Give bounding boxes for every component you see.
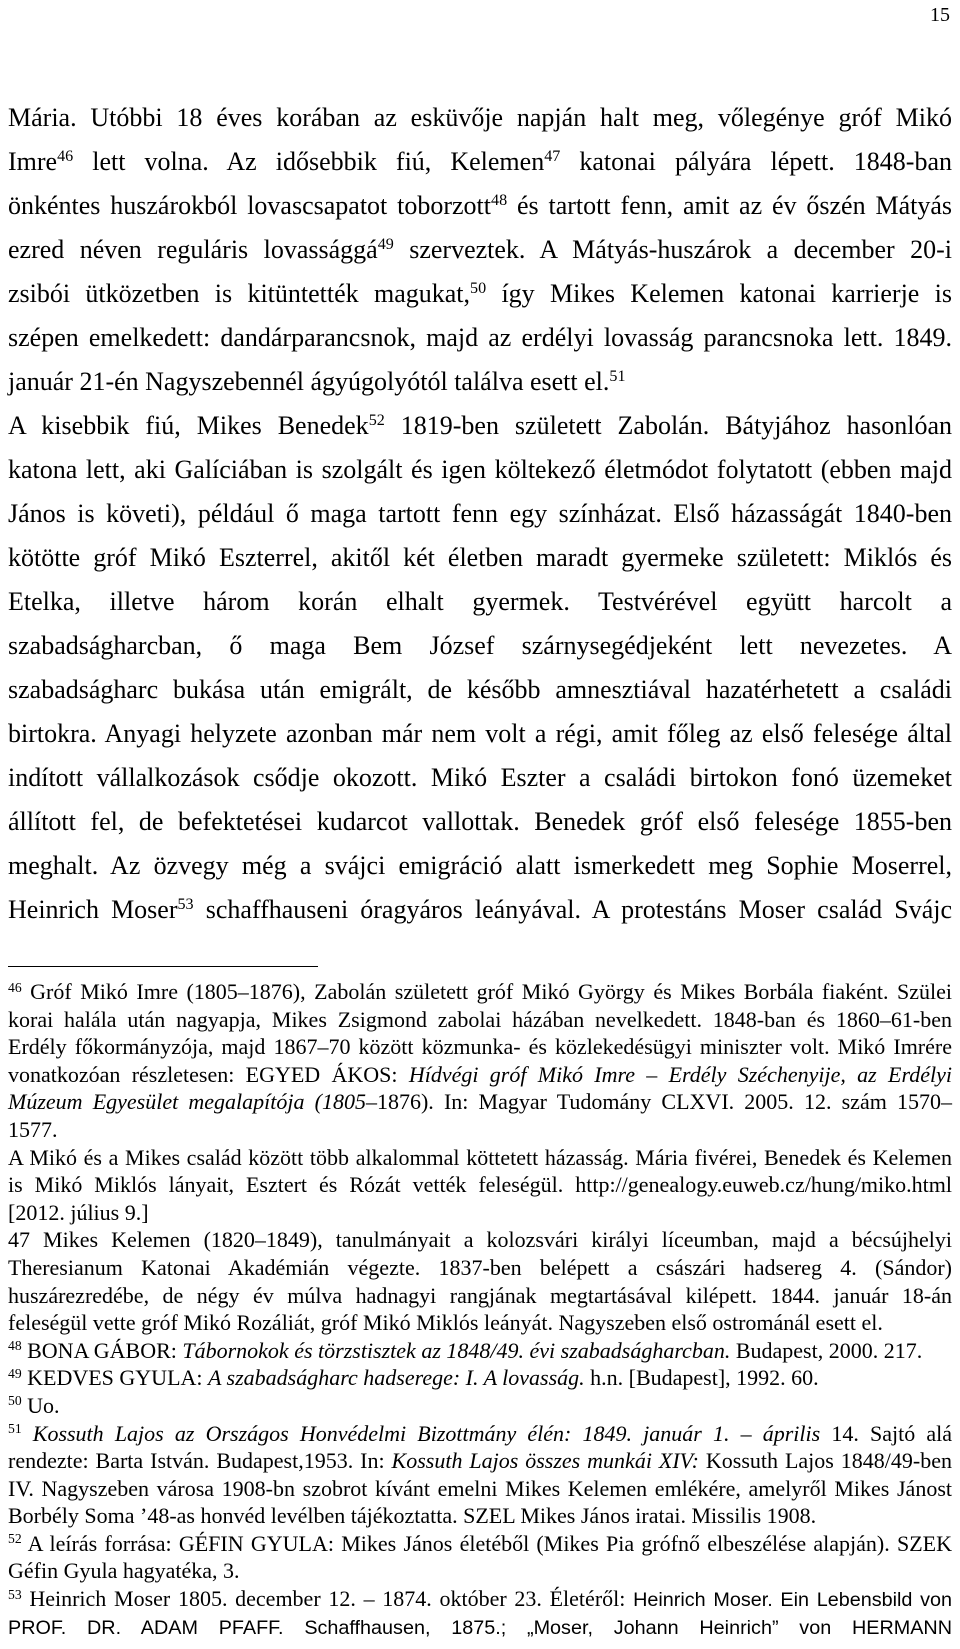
footnote <box>8 978 952 1144</box>
line-text <box>8 455 952 484</box>
text-line <box>8 1171 952 1199</box>
footnote-mark: 48 <box>8 1338 22 1354</box>
text-run: szerveztek. A Mátyás-huszárok a december 20-i <box>393 235 952 264</box>
text-line <box>8 96 952 140</box>
text-run: meghalt. Az özvegy még a svájci emigráció alatt ismerkedett meg Sophie Moserrel, <box>8 851 952 880</box>
line-text <box>8 323 952 352</box>
line-text <box>8 367 626 396</box>
footnote-mark: 50 <box>470 280 487 298</box>
text-run: 1577. <box>8 1116 58 1142</box>
italic-text: Tábornokok és törzstisztek az 1848/49. évi szabadságharcban. <box>182 1337 731 1363</box>
text-run: katonai pályára lépett. 1848-ban <box>560 147 952 176</box>
text-line <box>8 184 952 228</box>
text-run: január 21-én Nagyszebennél ágyúgolyótól találva esett el. <box>8 367 610 396</box>
line-text <box>8 191 952 220</box>
text-run: Heinrich Moser. Ein Lebensbild von <box>633 1589 953 1612</box>
footnote-mark: 52 <box>368 412 385 430</box>
text-run: Borbély Soma ’48-as honvéd levélben tájékoztatta. SZEL Mikes János iratai. Missilis 1908. <box>8 1503 817 1529</box>
text-line <box>8 140 952 184</box>
text-line <box>8 756 952 800</box>
line-text <box>8 1172 952 1197</box>
text-line <box>8 1585 952 1613</box>
text-line <box>8 1116 952 1144</box>
line-text <box>8 499 952 528</box>
text-line <box>8 624 952 668</box>
text-run: szépen emelkedett: dandárparancsnok, majd az erdélyi lovasság parancsnoka lett. 1849. <box>8 323 952 352</box>
line-text <box>8 411 952 440</box>
footnote-mark: 51 <box>8 1421 22 1436</box>
text-run: A leírás forrása: GÉFIN GYULA: Mikes János életéből (Mikes Pia grófnő elbeszélése alapján). SZEK <box>21 1530 952 1556</box>
text-run: Uo. <box>21 1392 60 1418</box>
footnote-mark: 46 <box>57 148 74 166</box>
text-line <box>8 1447 952 1475</box>
text-line <box>8 712 952 756</box>
line-text <box>8 1365 819 1390</box>
footnote-mark: 48 <box>491 192 508 210</box>
text-run: János is követi), például ő maga tartott fenn egy színházat. Első házasságát 1840-ben <box>8 499 952 528</box>
text-run: Heinrich Moser 1805. december 12. – 1874. október 23. Életéről: <box>21 1586 634 1612</box>
text-line <box>8 228 952 272</box>
text-line <box>8 1144 952 1172</box>
line-text <box>8 147 952 176</box>
line-text <box>8 235 952 264</box>
footnote-mark: 46 <box>8 979 22 995</box>
line-text <box>8 851 952 880</box>
footnote <box>8 1392 952 1420</box>
line-text <box>8 1586 952 1611</box>
text-run: szabadságharc bukása után emigrált, de később amnesztiával hazatérhetett a családi <box>8 675 952 704</box>
footnote-mark: 53 <box>8 1586 22 1602</box>
text-line <box>8 668 952 712</box>
line-text <box>8 1283 952 1308</box>
text-line <box>8 1309 952 1337</box>
line-text <box>8 1034 952 1059</box>
line-text <box>8 543 952 572</box>
page-number: 15 <box>930 4 950 26</box>
text-line <box>8 360 952 404</box>
footnote <box>8 1144 952 1227</box>
footnote-mark: 49 <box>8 1365 22 1381</box>
text-run: így Mikes Kelemen katonai karrierje is <box>486 279 952 308</box>
italic-text: Kossuth Lajos az Országos Honvédelmi Bizottmány élén: 1849. január 1. – április <box>21 1420 821 1446</box>
text-run: ezred néven reguláris lovassággá <box>8 235 378 264</box>
line-text <box>8 1117 58 1142</box>
line-text <box>8 1421 952 1446</box>
text-run: h.n. [Budapest], 1992. 60. <box>584 1365 819 1391</box>
text-line <box>8 1282 952 1310</box>
text-line <box>8 492 952 536</box>
text-run: A kisebbik fiú, Mikes Benedek <box>8 411 369 440</box>
line-text <box>8 1200 149 1225</box>
text-line <box>8 1530 952 1558</box>
text-run: Kossuth Lajos 1848/49-ben <box>698 1448 952 1474</box>
text-run: Mária. Utóbbi 18 éves korában az esküvője napján halt meg, vőlegénye gróf Mikó <box>8 103 952 132</box>
text-run: 1819-ben született Zabolán. Bátyjához hasonlóan <box>384 411 952 440</box>
text-line <box>8 1420 952 1448</box>
footnote-mark: 52 <box>8 1531 22 1547</box>
footnotes-section <box>8 978 952 1640</box>
text-run: A Mikó és a Mikes család között több alkalommal köttetett házasság. Mária fivérei, Benedek és Kelemen <box>8 1144 952 1170</box>
line-text <box>8 719 952 748</box>
line-text <box>8 103 952 132</box>
text-run: Heinrich Moser <box>8 895 178 924</box>
text-line <box>8 1226 952 1254</box>
text-run: szabadságharcban, ő maga Bem József szárnysegédjeként lett nevezetes. A <box>8 631 952 660</box>
text-run: Erdély főkormányzója, majd 1867–70 között közmunka- és közlekedésügyi miniszter volt. Mikó Imrére <box>8 1034 952 1060</box>
footnote <box>8 1530 952 1585</box>
text-line <box>8 1364 952 1392</box>
italic-text: Múzeum Egyesület megalapítója (1805– <box>8 1089 377 1115</box>
page-body <box>8 96 952 932</box>
text-run: és tartott fenn, amit az év őszén Mátyás <box>507 191 952 220</box>
text-run: KEDVES GYULA: <box>21 1365 209 1391</box>
text-line <box>8 844 952 888</box>
body-paragraph <box>8 96 952 404</box>
line-text <box>8 1448 952 1473</box>
text-run: vonatkozóan részletesen: EGYED ÁKOS: <box>8 1061 409 1087</box>
text-run: katona lett, aki Galíciában is szolgált és igen költekező életmódot folytatott (ebben majd <box>8 455 952 484</box>
text-line <box>8 1061 952 1089</box>
text-run: Géfin Gyula hagyatéka, 3. <box>8 1558 240 1584</box>
text-line <box>8 536 952 580</box>
text-run: önkéntes huszárokból lovascsapatot toborzott <box>8 191 492 220</box>
footnote-mark: 47 <box>544 148 561 166</box>
text-run: Theresianum Katonai Akadémián végezte. 1837-ben belépett a császári hadsereg 4. (Sándor) <box>8 1254 952 1280</box>
italic-text: Hídvégi gróf Mikó Imre – Erdély Széchenyije, az Erdélyi <box>408 1061 952 1087</box>
text-line <box>8 580 952 624</box>
line-text <box>8 763 952 792</box>
text-run: PROF. DR. ADAM PFAFF. Schaffhausen, 1875.; „Moser, Johann Heinrich” von HERMANN <box>8 1616 952 1639</box>
text-run: Budapest, 2000. 217. <box>730 1337 923 1363</box>
line-text <box>8 979 952 1004</box>
text-run: Etelka, illetve három korán elhalt gyermek. Testvérével együtt harcolt a <box>8 587 952 616</box>
line-text <box>8 1531 952 1556</box>
text-line <box>8 1199 952 1227</box>
line-text <box>8 279 952 308</box>
body-paragraph <box>8 404 952 932</box>
line-text <box>8 1007 952 1032</box>
line-text <box>8 1393 60 1418</box>
text-run: Imre <box>8 147 58 176</box>
text-line <box>8 448 952 492</box>
text-run: is Mikó Miklós lányait, Esztert és Rózát vették feleségül. http://genealogy.euweb.cz/hung/miko.html <box>8 1172 952 1198</box>
line-text <box>8 587 952 616</box>
text-line <box>8 1613 952 1641</box>
footnote <box>8 1364 952 1392</box>
footnote <box>8 1420 952 1530</box>
footnote-mark: 49 <box>377 236 394 254</box>
line-text <box>8 895 952 924</box>
text-line <box>8 1033 952 1061</box>
text-run: kötötte gróf Mikó Eszterrel, akitől két életben maradt gyermeke született: Miklós és <box>8 543 952 572</box>
text-run: rendezte: Barta István. Budapest,1953. In: <box>8 1448 392 1474</box>
text-line <box>8 800 952 844</box>
line-text <box>8 1089 952 1114</box>
text-run: schaffhauseni óragyáros leányával. A protestáns Moser család Svájc <box>193 895 952 924</box>
text-line <box>8 1088 952 1116</box>
line-text <box>8 1255 952 1280</box>
line-text <box>8 1062 952 1087</box>
text-line <box>8 1254 952 1282</box>
text-run: [2012. július 9.] <box>8 1199 149 1225</box>
text-run: feleségül vette gróf Mikó Rozáliát, gróf Mikó Miklós leányát. Nagyszeben első ostrománál esett el. <box>8 1310 883 1336</box>
text-run: zsibói ütközetben is kitüntették magukat, <box>8 279 471 308</box>
footnote-mark: 53 <box>177 896 194 914</box>
text-line <box>8 1502 952 1530</box>
line-text <box>8 1476 952 1501</box>
text-line <box>8 1475 952 1503</box>
line-text <box>8 631 952 660</box>
line-text <box>8 1310 883 1335</box>
line-text <box>8 1503 816 1528</box>
footnote <box>8 1226 952 1336</box>
text-run: 1876). In: Magyar Tudomány CLXVI. 2005. 12. szám 1570– <box>376 1089 952 1115</box>
line-text <box>8 1145 952 1170</box>
text-run: állított fel, de befektetései kudarcot vallottak. Benedek gróf első felesége 1855-ben <box>8 807 952 836</box>
text-line <box>8 978 952 1006</box>
footnote <box>8 1337 952 1365</box>
line-text <box>8 1558 240 1583</box>
line-text <box>8 1338 922 1363</box>
italic-text: Kossuth Lajos összes munkái XIV: <box>391 1448 699 1474</box>
footnote-separator <box>8 966 318 967</box>
italic-text: A szabadságharc hadserege: I. A lovasság. <box>208 1365 585 1391</box>
text-run: BONA GÁBOR: <box>21 1337 183 1363</box>
line-text <box>8 807 952 836</box>
footnote-mark: 51 <box>609 368 626 386</box>
text-line <box>8 1392 952 1420</box>
text-line <box>8 888 952 932</box>
line-text <box>8 675 952 704</box>
text-line <box>8 316 952 360</box>
text-line <box>8 1557 952 1585</box>
text-run: 14. Sajtó alá <box>820 1420 952 1446</box>
text-line <box>8 404 952 448</box>
text-run: indított vállalkozások csődje okozott. Mikó Eszter a családi birtokon fonó üzemeket <box>8 763 952 792</box>
footnote-mark: 50 <box>8 1393 22 1409</box>
text-run: IV. Nagyszeben városa 1908-bn szobrot kívánt emelni Mikes Kelemen emlékére, amelyről Mikes Jánost <box>8 1475 952 1501</box>
text-line <box>8 272 952 316</box>
text-run: Gróf Mikó Imre (1805–1876), Zabolán született gróf Mikó György és Mikes Borbála fiaként. Szülei <box>21 979 952 1004</box>
line-text <box>8 1614 952 1639</box>
footnote <box>8 1585 952 1640</box>
text-run: lett volna. Az idősebbik fiú, Kelemen <box>73 147 545 176</box>
text-line <box>8 1006 952 1034</box>
text-run: 47 Mikes Kelemen (1820–1849), tanulmányait a kolozsvári királyi líceumban, majd a bécsújhelyi <box>8 1227 952 1253</box>
text-run: huszárezredébe, de négy év múlva hadnagyi rangjának megtartásával kilépett. 1844. január 18-án <box>8 1282 952 1308</box>
text-run: korai halála után nagyapja, Mikes Zsigmond zabolai házában nevelkedett. 1848-ban és 1860–61-ben <box>8 1006 952 1032</box>
line-text <box>8 1227 952 1252</box>
text-run: birtokra. Anyagi helyzete azonban már nem volt a régi, amit főleg az első felesége által <box>8 719 952 748</box>
text-line <box>8 1337 952 1365</box>
